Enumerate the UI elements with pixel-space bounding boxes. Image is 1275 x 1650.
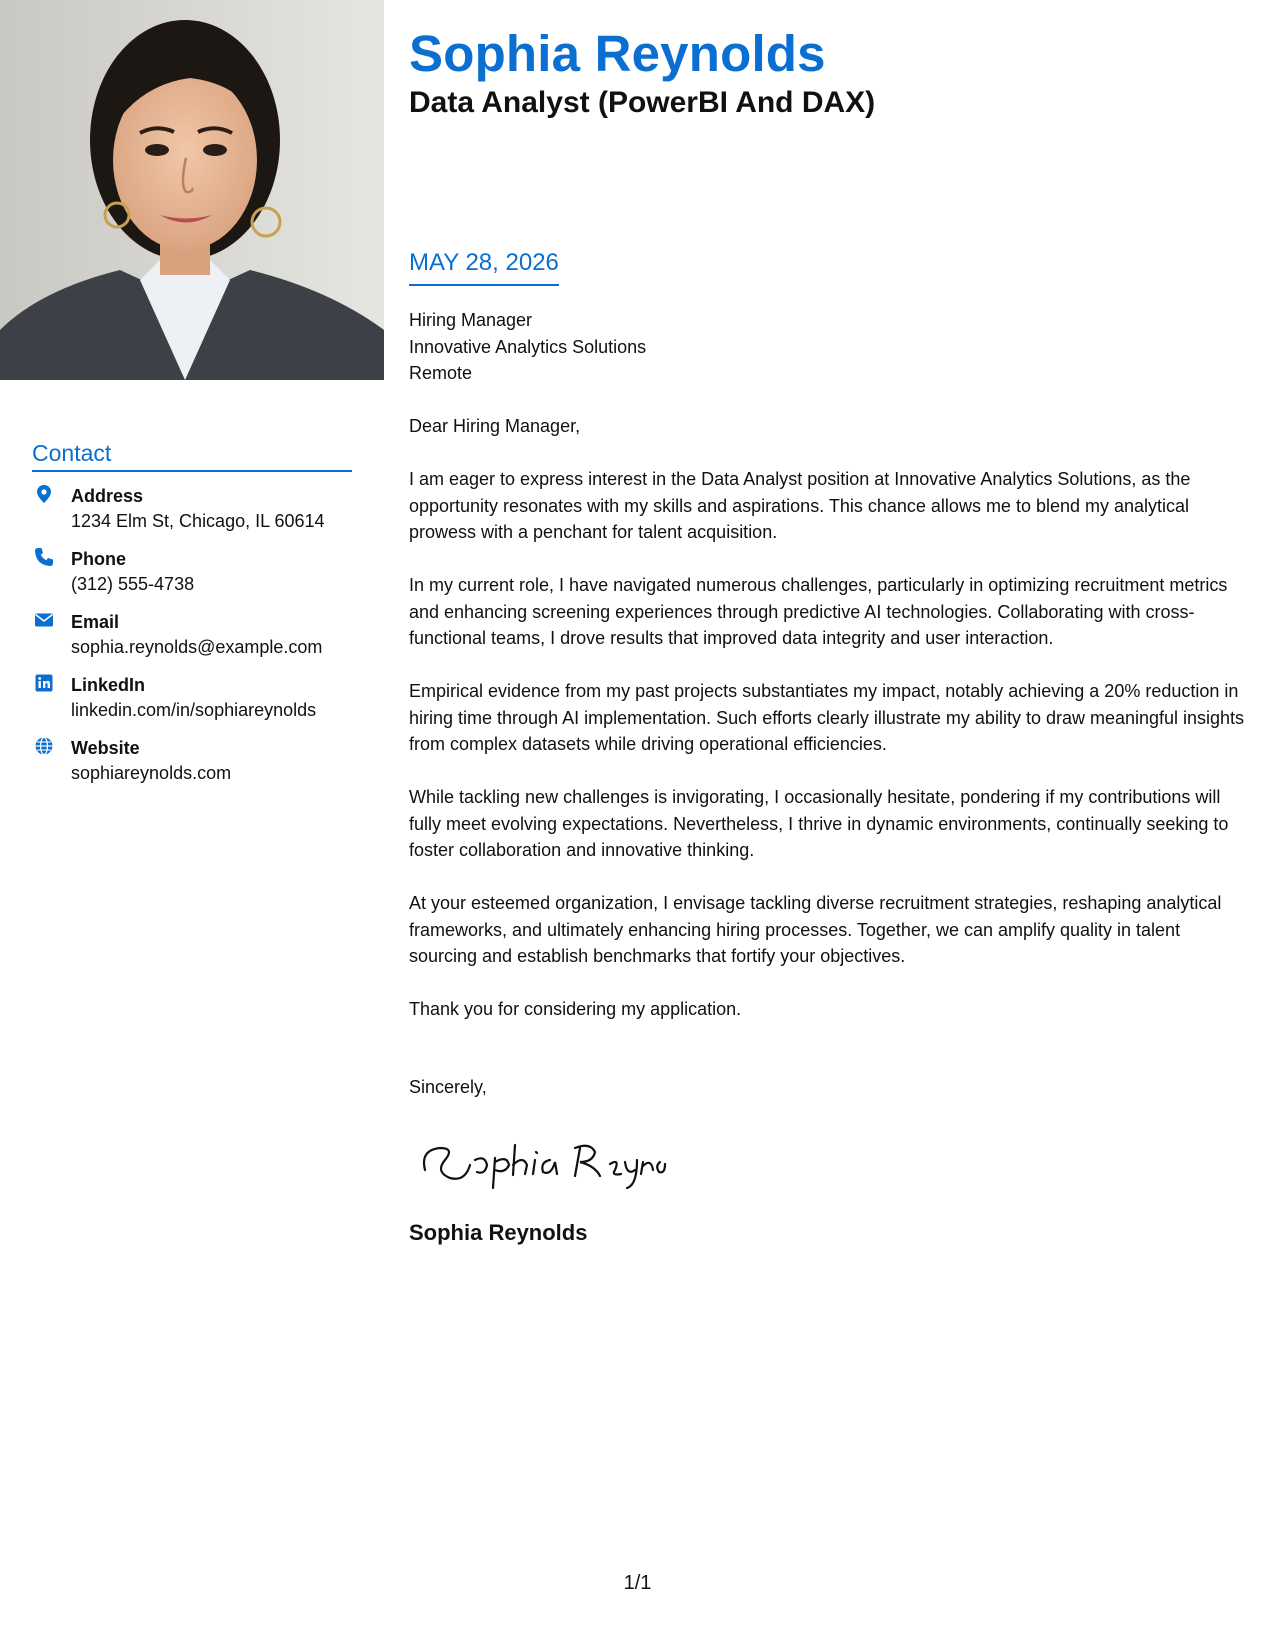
phone-icon [34,547,54,567]
linkedin-icon [34,673,54,693]
contact-website [32,736,362,799]
page-number: 1/1 [623,1572,652,1594]
profile-photo [0,0,384,380]
globe-icon [34,736,54,756]
contact-list [32,484,362,799]
letter-paragraph: Empirical evidence from my past projects substantiates my impact, notably achieving a 20% reduction in hiring time through AI implementation. Such efforts clearly illustrate my ability to draw meaningful insights from complex datasets while driving operational efficiencies. [409,681,1245,754]
contact-value: sophia.reynolds@example.com [71,637,323,657]
recipient-block [409,307,1251,387]
contact-label: LinkedIn [71,675,146,695]
salutation: Dear Hiring Manager, [409,416,581,436]
letter-paragraph: I am eager to express interest in the Data Analyst position at Innovative Analytics Solutions, as the opportunity resonates with my skills and aspirations. This chance allows me to blend my analytical prowess with a penchant for talent acquisition. [409,469,1191,542]
contact-email [32,610,362,673]
letter-date: MAY 28, 2026 [409,248,559,286]
letter-paragraph: In my current role, I have navigated numerous challenges, particularly in optimizing recruitment metrics and enhancing screening experiences through predictive AI technologies. Collaborating with cross-functional teams, I drove results that improved data integrity and user interaction. [409,575,1228,648]
candidate-name: Sophia Reynolds [409,25,826,82]
handwritten-signature [415,1130,675,1190]
contact-label: Address [71,486,144,506]
contact-value: linkedin.com/in/sophiareynolds [71,700,317,720]
thanks-line: Thank you for considering my application. [409,999,742,1019]
contact-value: sophiareynolds.com [71,763,232,783]
contact-phone [32,547,362,610]
signed-name: Sophia Reynolds [409,1220,588,1245]
letter-body [409,307,1251,1049]
letter-paragraph: While tackling new challenges is invigorating, I occasionally hesitate, pondering if my contributions will fully meet evolving expectations. Nevertheless, I thrive in dynamic environments, continually seeking to foster collaboration and innovative thinking. [409,787,1229,860]
recipient-line: Hiring Manager [409,310,533,330]
envelope-icon [34,610,54,630]
letter-paragraph: At your esteemed organization, I envisage tackling diverse recruitment strategies, reshaping analytical frameworks, and ultimately enhancing hiring processes. Together, we can amplify quality in talent sourcing and establish benchmarks that fortify your objectives. [409,893,1222,966]
contact-label: Website [71,738,140,758]
location-pin-icon [34,484,54,504]
job-title: Data Analyst (PowerBI And DAX) [409,86,876,119]
contact-value: (312) 555-4738 [71,574,195,594]
closing: Sincerely, [409,1077,487,1097]
contact-heading: Contact [32,438,352,472]
recipient-line: Remote [409,363,473,383]
recipient-line: Innovative Analytics Solutions [409,336,647,357]
contact-address [32,484,362,547]
contact-value: 1234 Elm St, Chicago, IL 60614 [71,511,325,531]
contact-label: Email [71,612,120,632]
contact-linkedin [32,673,362,736]
contact-label: Phone [71,549,127,569]
